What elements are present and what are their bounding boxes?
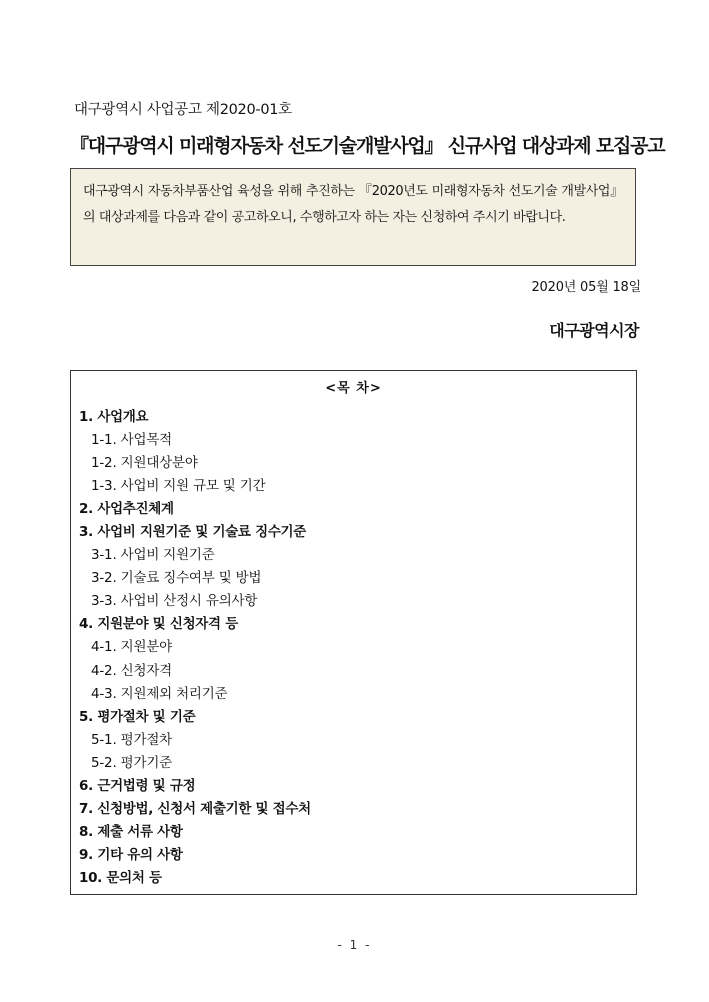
toc-subsection-item: 5-1. 평가절차 bbox=[91, 731, 172, 748]
toc-subsection-item: 3-2. 기술료 징수여부 및 방법 bbox=[91, 570, 262, 587]
announcement-date: 2020년 05월 18일 bbox=[531, 280, 641, 295]
toc-section-item: 1. 사업개요 bbox=[79, 409, 149, 425]
toc-section-item: 7. 신청방법, 신청서 제출기한 및 접수처 bbox=[79, 800, 311, 817]
toc-title: <목 차> bbox=[325, 381, 382, 396]
toc-section-item: 5. 평가절차 및 기준 bbox=[79, 708, 196, 725]
toc-subsection-item: 3-1. 사업비 지원기준 bbox=[91, 547, 215, 564]
page-number: - 1 - bbox=[337, 938, 372, 952]
toc-subsection-item: 5-2. 평가기준 bbox=[91, 754, 172, 771]
toc-section-item: 8. 제출 서류 사항 bbox=[79, 823, 183, 840]
toc-section-item: 3. 사업비 지원기준 및 기술료 징수기준 bbox=[79, 524, 307, 541]
toc-section-item: 10. 문의처 등 bbox=[79, 869, 162, 886]
toc-section-item: 4. 지원분야 및 신청자격 등 bbox=[79, 616, 238, 633]
toc-subsection-item: 1-2. 지원대상분야 bbox=[91, 455, 198, 472]
toc-section-item: 6. 근거법령 및 규정 bbox=[79, 777, 196, 794]
summary-text: 대구광역시 자동차부품산업 육성을 위해 추진하는 『2020년도 미래형자동차 선도기술 개발사업』 의 대상과제를 다음과 같이 공고하오니, 수행하고자 하는 자는 신청하여 주시기 바랍니다. bbox=[83, 184, 623, 225]
table-of-contents bbox=[70, 370, 637, 895]
toc-section-item: 2. 사업추진체계 bbox=[79, 501, 174, 518]
toc-subsection-item: 4-2. 신청자격 bbox=[91, 662, 172, 679]
summary-box bbox=[70, 168, 636, 266]
toc-subsection-item: 1-3. 사업비 지원 규모 및 기간 bbox=[91, 478, 266, 495]
notice-number: 대구광역시 사업공고 제2020-01호 bbox=[74, 102, 292, 118]
toc-subsection-item: 4-1. 지원분야 bbox=[91, 639, 172, 656]
document-title: 『대구광역시 미래형자동차 선도기술개발사업』 신규사업 대상과제 모집공고 bbox=[70, 135, 665, 157]
issuer: 대구광역시장 bbox=[549, 321, 639, 340]
toc-subsection-item: 3-3. 사업비 산정시 유의사항 bbox=[91, 593, 258, 610]
toc-list bbox=[79, 406, 628, 890]
toc-section-item: 9. 기타 유의 사항 bbox=[79, 846, 183, 863]
toc-subsection-item: 4-3. 지원제외 처리기준 bbox=[91, 685, 228, 702]
toc-subsection-item: 1-1. 사업목적 bbox=[91, 432, 172, 449]
